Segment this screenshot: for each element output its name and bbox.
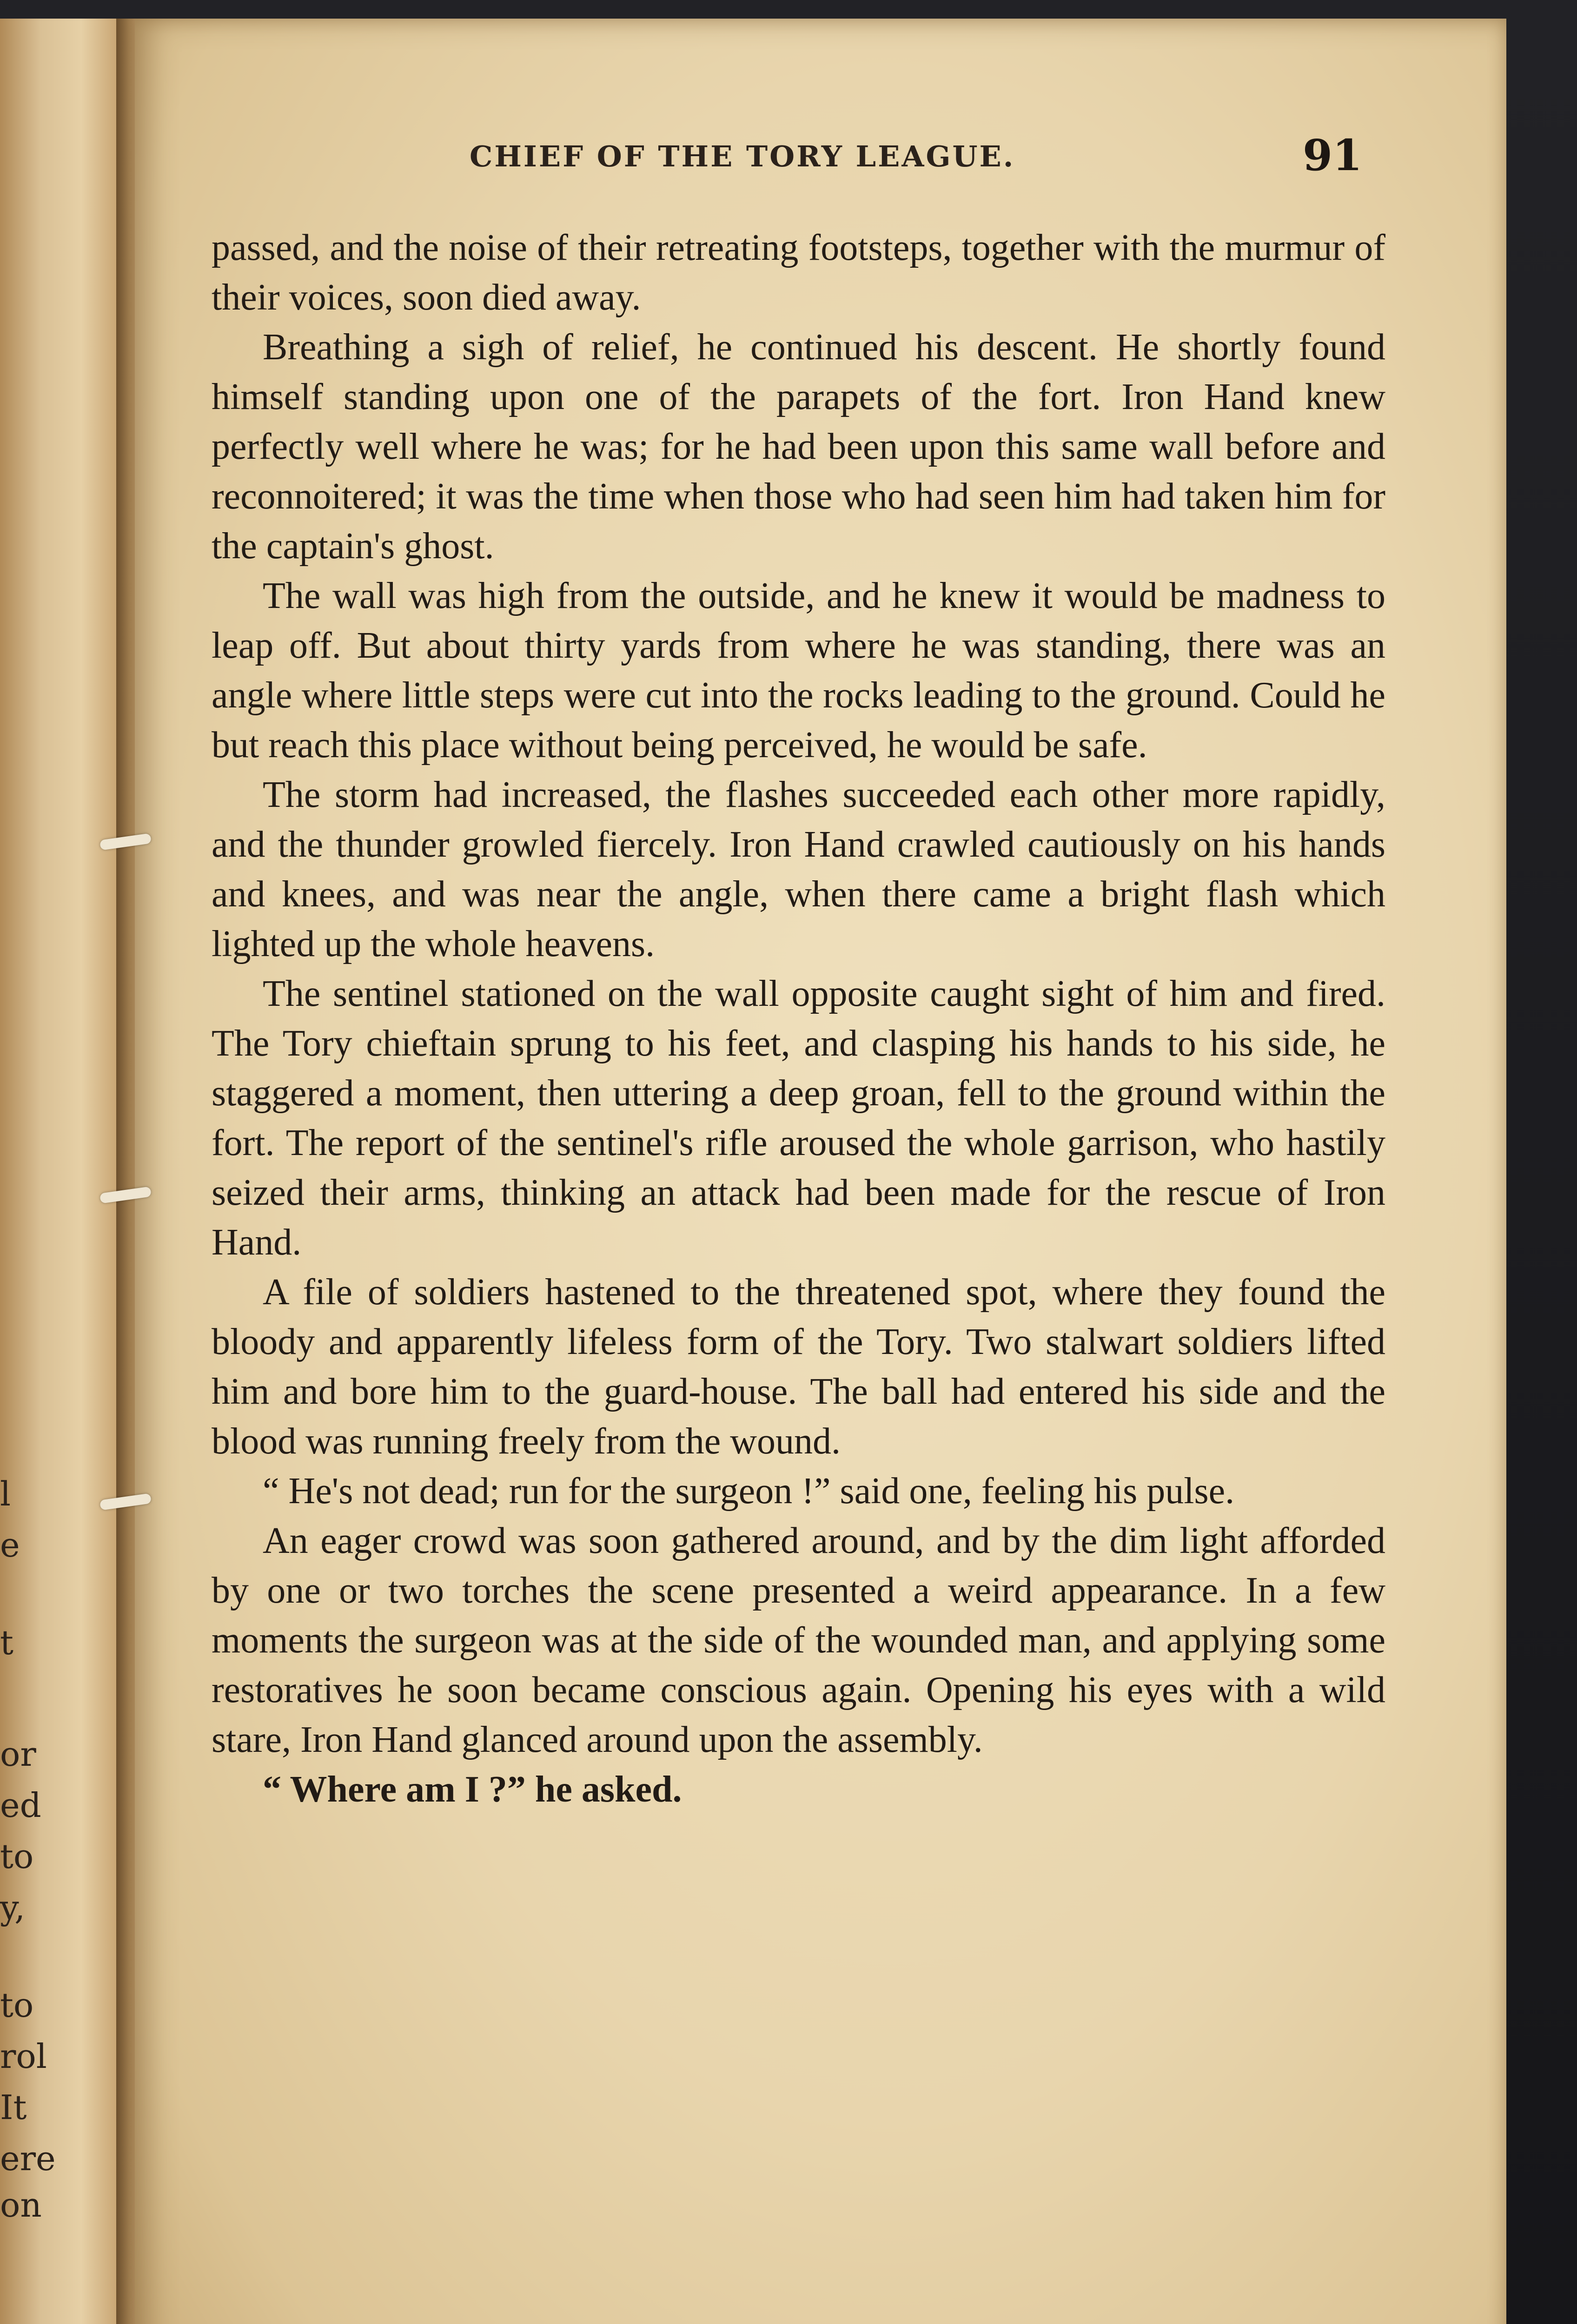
left-page-fragment: It	[0, 2088, 27, 2127]
running-head	[135, 130, 1506, 186]
paragraph: “ He's not dead; run for the surgeon !” said one, feeling his pulse.	[263, 1471, 1235, 1512]
left-page-fragment: or	[0, 1735, 36, 1774]
running-title: CHIEF OF THE TORY LEAGUE.	[470, 139, 1015, 173]
page-number: 91	[1302, 130, 1362, 180]
paragraph: The storm had increased, the flashes succeeded each other more rapidly, and the thunder growled fiercely. Iron Hand crawled cautiously on his hands and knees, and was near the angle, when there came a bright flash which lighted up the whole heavens.	[212, 774, 1385, 964]
paragraph: An eager crowd was soon gathered around, and by the dim light afforded by one or two torches the scene presented a weird appearance. In a few moments the surgeon was at the side of the wounded man, and applying some restoratives he soon became conscious again. Opening his eyes with a wild stare, Iron Hand glanced around upon the assembly.	[212, 1520, 1385, 1760]
left-page-fragment: e	[0, 1525, 20, 1565]
left-page-fragment: to	[0, 1986, 34, 2025]
previous-page-edge	[0, 19, 119, 2324]
left-page-fragment: l	[0, 1474, 11, 1513]
left-page-fragment: y,	[0, 1888, 25, 1927]
left-page-fragment: to	[0, 1837, 34, 1876]
paragraph: passed, and the noise of their retreating footsteps, together with the murmur of their voices, soon died away.	[212, 227, 1385, 318]
left-page-fragment: on	[0, 2185, 42, 2225]
left-page-fragment: rol	[0, 2037, 47, 2076]
left-page-fragment: ere	[0, 2139, 56, 2178]
book-page	[135, 19, 1506, 2324]
paragraph: The wall was high from the outside, and he knew it would be madness to leap off. But about thirty yards from where he was standing, there was an angle where little steps were cut into the rocks leading to the ground. Could he but reach this place without being perceived, he would be safe.	[212, 575, 1385, 766]
left-page-fragment: t	[0, 1623, 13, 1662]
left-page-fragment: ed	[0, 1786, 41, 1825]
body-text	[212, 223, 1385, 1815]
paragraph: “ Where am I ?” he asked.	[263, 1769, 682, 1810]
paragraph: Breathing a sigh of relief, he continued his descent. He shortly found himself standing upon one of the parapets of the fort. Iron Hand knew perfectly well where he was; for he had been upon this same wall before and reconnoitered; it was the time when those who had seen him had taken him for the captain's ghost.	[212, 327, 1385, 567]
paragraph: A file of soldiers hastened to the threatened spot, where they found the bloody and apparently lifeless form of the Tory. Two stalwart soldiers lifted him and bore him to the guard-house. The ball had entered his side and the blood was running freely from the wound.	[212, 1272, 1385, 1462]
paragraph: The sentinel stationed on the wall opposite caught sight of him and fired. The Tory chieftain sprung to his feet, and clasping his hands to his side, he staggered a moment, then uttering a deep groan, fell to the ground within the fort. The report of the sentinel's rifle aroused the whole garrison, who hastily seized their arms, thinking an attack had been made for the rescue of Iron Hand.	[212, 973, 1385, 1263]
